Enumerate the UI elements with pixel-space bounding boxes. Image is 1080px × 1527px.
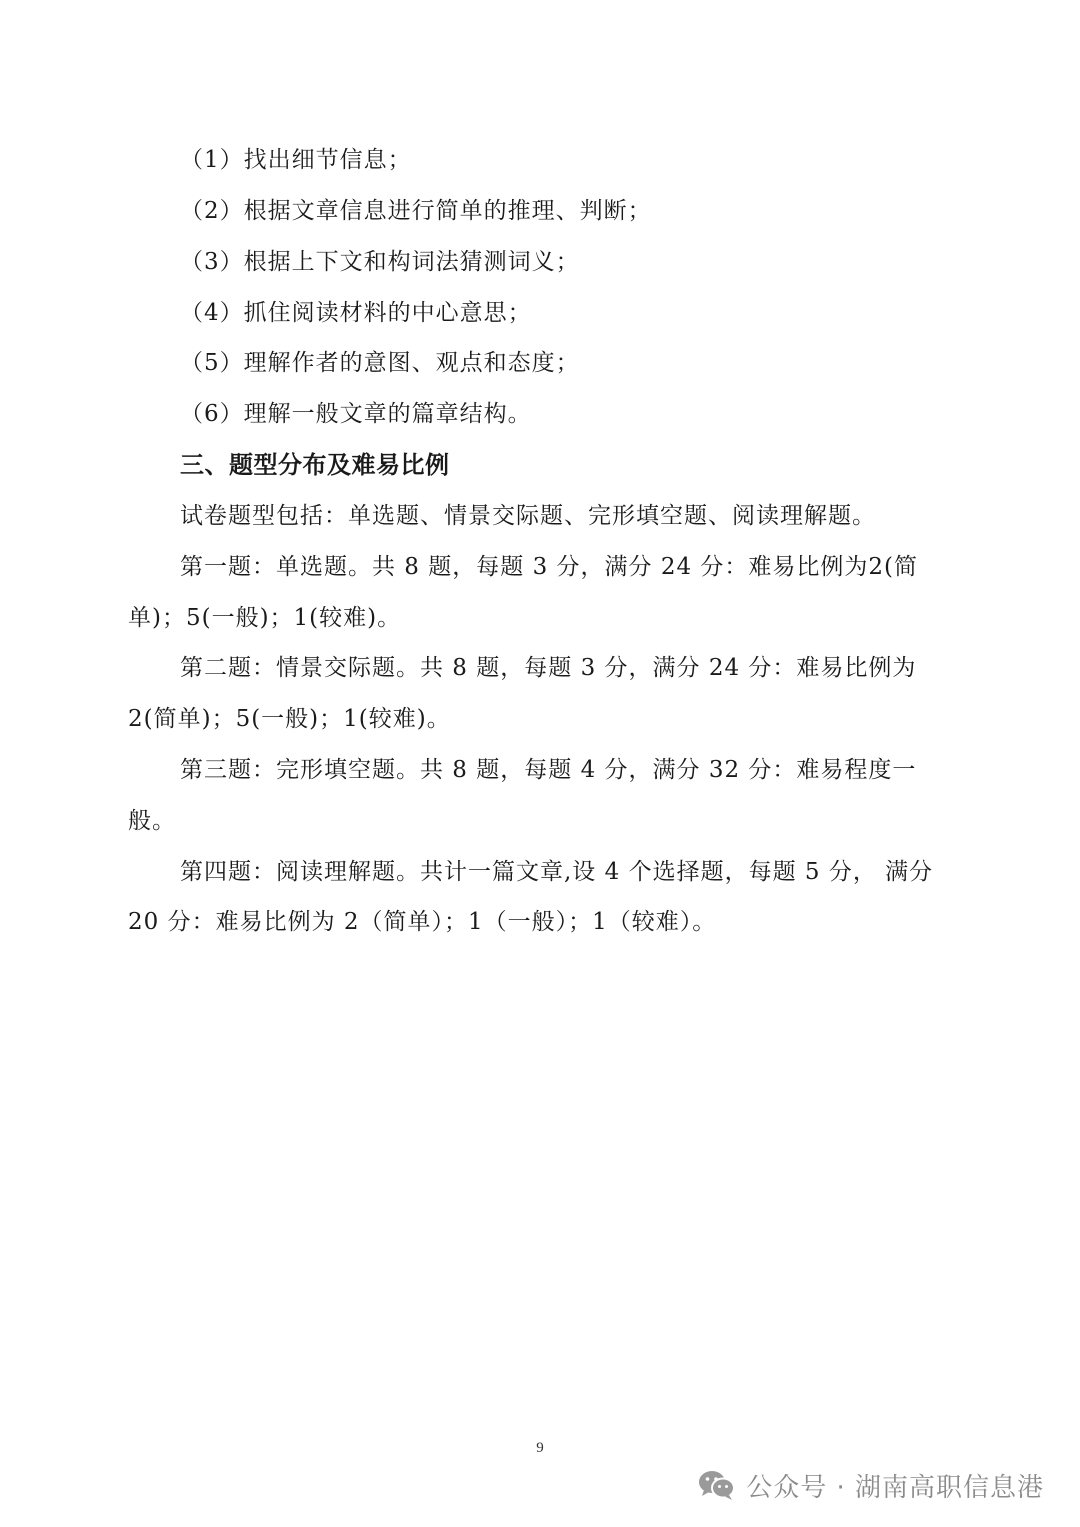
list-item: （1）找出细节信息； [180, 147, 412, 173]
list-item: （2）根据文章信息进行简单的推理、判断； [180, 198, 652, 224]
paragraph-line: 单)；5(一般)；1(较难)。 [128, 605, 402, 631]
paragraph-line: 20 分：难易比例为 2（简单）；1（一般）；1（较难）。 [128, 909, 717, 935]
paragraph-line: 第一题：单选题。共 8 题，每题 3 分，满分 24 分：难易比例为2(简 [180, 554, 919, 580]
wechat-icon [698, 1469, 736, 1501]
list-item: （5）理解作者的意图、观点和态度； [180, 350, 580, 376]
list-item: （3）根据上下文和构词法猜测词义； [180, 249, 580, 275]
page-number: 9 [536, 1440, 544, 1456]
list-item: （6）理解一般文章的篇章结构。 [180, 401, 532, 427]
watermark [698, 1465, 1044, 1505]
paragraph-line: 般。 [128, 808, 176, 834]
list-item: （4）抓住阅读材料的中心意思； [180, 300, 532, 326]
watermark-text: 公众号 · 湖南高职信息港 [746, 1472, 1044, 1503]
paragraph-line: 2(简单)；5(一般)；1(较难)。 [128, 706, 451, 732]
paragraph-line: 第三题：完形填空题。共 8 题，每题 4 分，满分 32 分：难易程度一 [180, 757, 917, 783]
paragraph-line: 第二题：情景交际题。共 8 题，每题 3 分，满分 24 分：难易比例为 [180, 655, 917, 681]
paragraph-line: 第四题：阅读理解题。共计一篇文章,设 4 个选择题，每题 5 分， 满分 [180, 859, 934, 885]
section-heading: 三、题型分布及难易比例 [180, 451, 450, 479]
paragraph-line: 试卷题型包括：单选题、情景交际题、完形填空题、阅读理解题。 [180, 503, 876, 529]
